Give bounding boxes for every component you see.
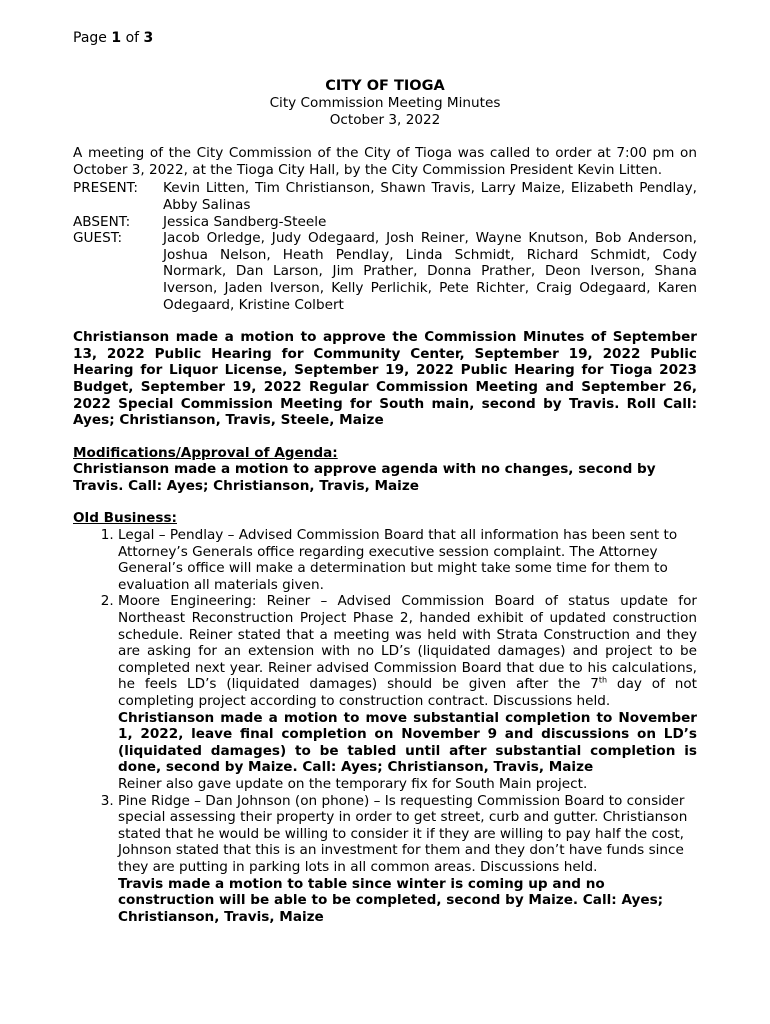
page-number — [73, 30, 153, 47]
attendance-row-present — [73, 180, 697, 213]
attendance-value: Jessica Sandberg-Steele — [163, 213, 327, 230]
list-item — [118, 593, 697, 792]
attendance-row-guest — [73, 230, 697, 313]
item-text-cont: day of not completing project according to construction contract. Discussions held. — [118, 676, 697, 709]
ordinal-suffix: th — [598, 675, 608, 685]
attendance-table — [73, 180, 697, 313]
attendance-row-absent — [73, 214, 697, 231]
attendance-value: Kevin Litten, Tim Christianson, Shawn Travis, Larry Maize, Elizabeth Pendlay, Abby Salinas — [163, 180, 697, 213]
list-item — [118, 527, 697, 593]
attendance-label: PRESENT: — [73, 180, 139, 197]
item-followup: Reiner also gave update on the temporary fix for South Main project. — [118, 775, 588, 792]
document-subtitle: City Commission Meeting Minutes — [269, 95, 501, 111]
page-current: 1 — [111, 30, 122, 46]
intro-paragraph: A meeting of the City Commission of the City of Tioga was called to order at 7:00 pm on October 3, 2022, at the Tioga City Hall, by the City Commission President Kevin Litten. — [73, 145, 697, 178]
minutes-approval-motion: Christianson made a motion to approve the Commission Minutes of September 13, 2022 Public Hearing for Community Center, September 19, 2022 Public Hearing for Liquor License, September 19, 2022 Public Hearing for Tioga 2023 Budget, September 19, 2022 Regular Commission Meeting and September 26, 2022 Special Commission Meeting for South main, second by Travis. Roll Call: Ayes; Christianson, Travis, Steele, Maize — [73, 329, 697, 429]
agenda-motion: Christianson made a motion to approve agenda with no changes, second by Travis. Call: Ayes; Christianson, Travis, Maize — [73, 461, 656, 494]
list-item — [118, 793, 697, 926]
attendance-value: Jacob Orledge, Judy Odegaard, Josh Reiner, Wayne Knutson, Bob Anderson, Joshua Nelson, Heath Pendlay, Linda Schmidt, Richard Schmidt, Cody Normark, Dan Larson, Jim Prather, Donna Prather, Deon Iverson, Shana Iverson, Jaden Iverson, Kelly Perlichik, Pete Richter, Craig Odegaard, Karen Odegaard, Kristine Colbert — [163, 230, 697, 313]
item-motion: Travis made a motion to table since winter is coming up and no construction will be able to be completed, second by Maize. Call: Ayes; Christianson, Travis, Maize — [118, 875, 664, 925]
agenda-heading: Modifications/Approval of Agenda: — [73, 444, 338, 461]
meeting-date: October 3, 2022 — [329, 111, 441, 128]
item-motion: Christianson made a motion to move substantial completion to November 1, 2022, leave final completion on November 9 and discussions on LD’s (liquidated damages) to be tabled until after substantial completion is done, second by Maize. Call: Ayes; Christianson, Travis, Maize — [118, 709, 697, 776]
attendance-label: GUEST: — [73, 230, 123, 247]
item-text: Legal – Pendlay – Advised Commission Board that all information has been sent to Attorney’s Generals office regarding executive session complaint. The Attorney General’s office will make a determination but might take some time for them to evaluation all materials given. — [118, 527, 678, 593]
page-total: 3 — [143, 30, 154, 46]
document-body — [73, 78, 697, 925]
item-text: Pine Ridge – Dan Johnson (on phone) – Is requesting Commission Board to consider special assessing their property in order to get street, curb and gutter. Christianson stated that he would be willing to consider it if they are willing to pay half the cost, Johnson stated that this is an investment for them and they don’t have funds since they are putting in parking lots in all common areas. Discussions held. — [118, 792, 688, 875]
old-business-list — [73, 527, 697, 925]
item-text: Moore Engineering: Reiner – Advised Commission Board of status update for Northeast Reconstruction Project Phase 2, handed exhibit of updated construction schedule. Reiner stated that a meeting was held with Strata Construction and they are asking for an extension with no LD’s (liquidated damages) and project to be completed next year. Reiner advised Commission Board that due to his calculations, he feels LD’s (liquidated damages) should be given after the 7 — [118, 593, 697, 693]
document-title: CITY OF TIOGA — [325, 78, 445, 94]
attendance-label: ABSENT: — [73, 213, 131, 230]
page-of: of — [125, 30, 140, 46]
page-word: Page — [73, 30, 107, 46]
old-business-heading: Old Business: — [73, 510, 177, 527]
